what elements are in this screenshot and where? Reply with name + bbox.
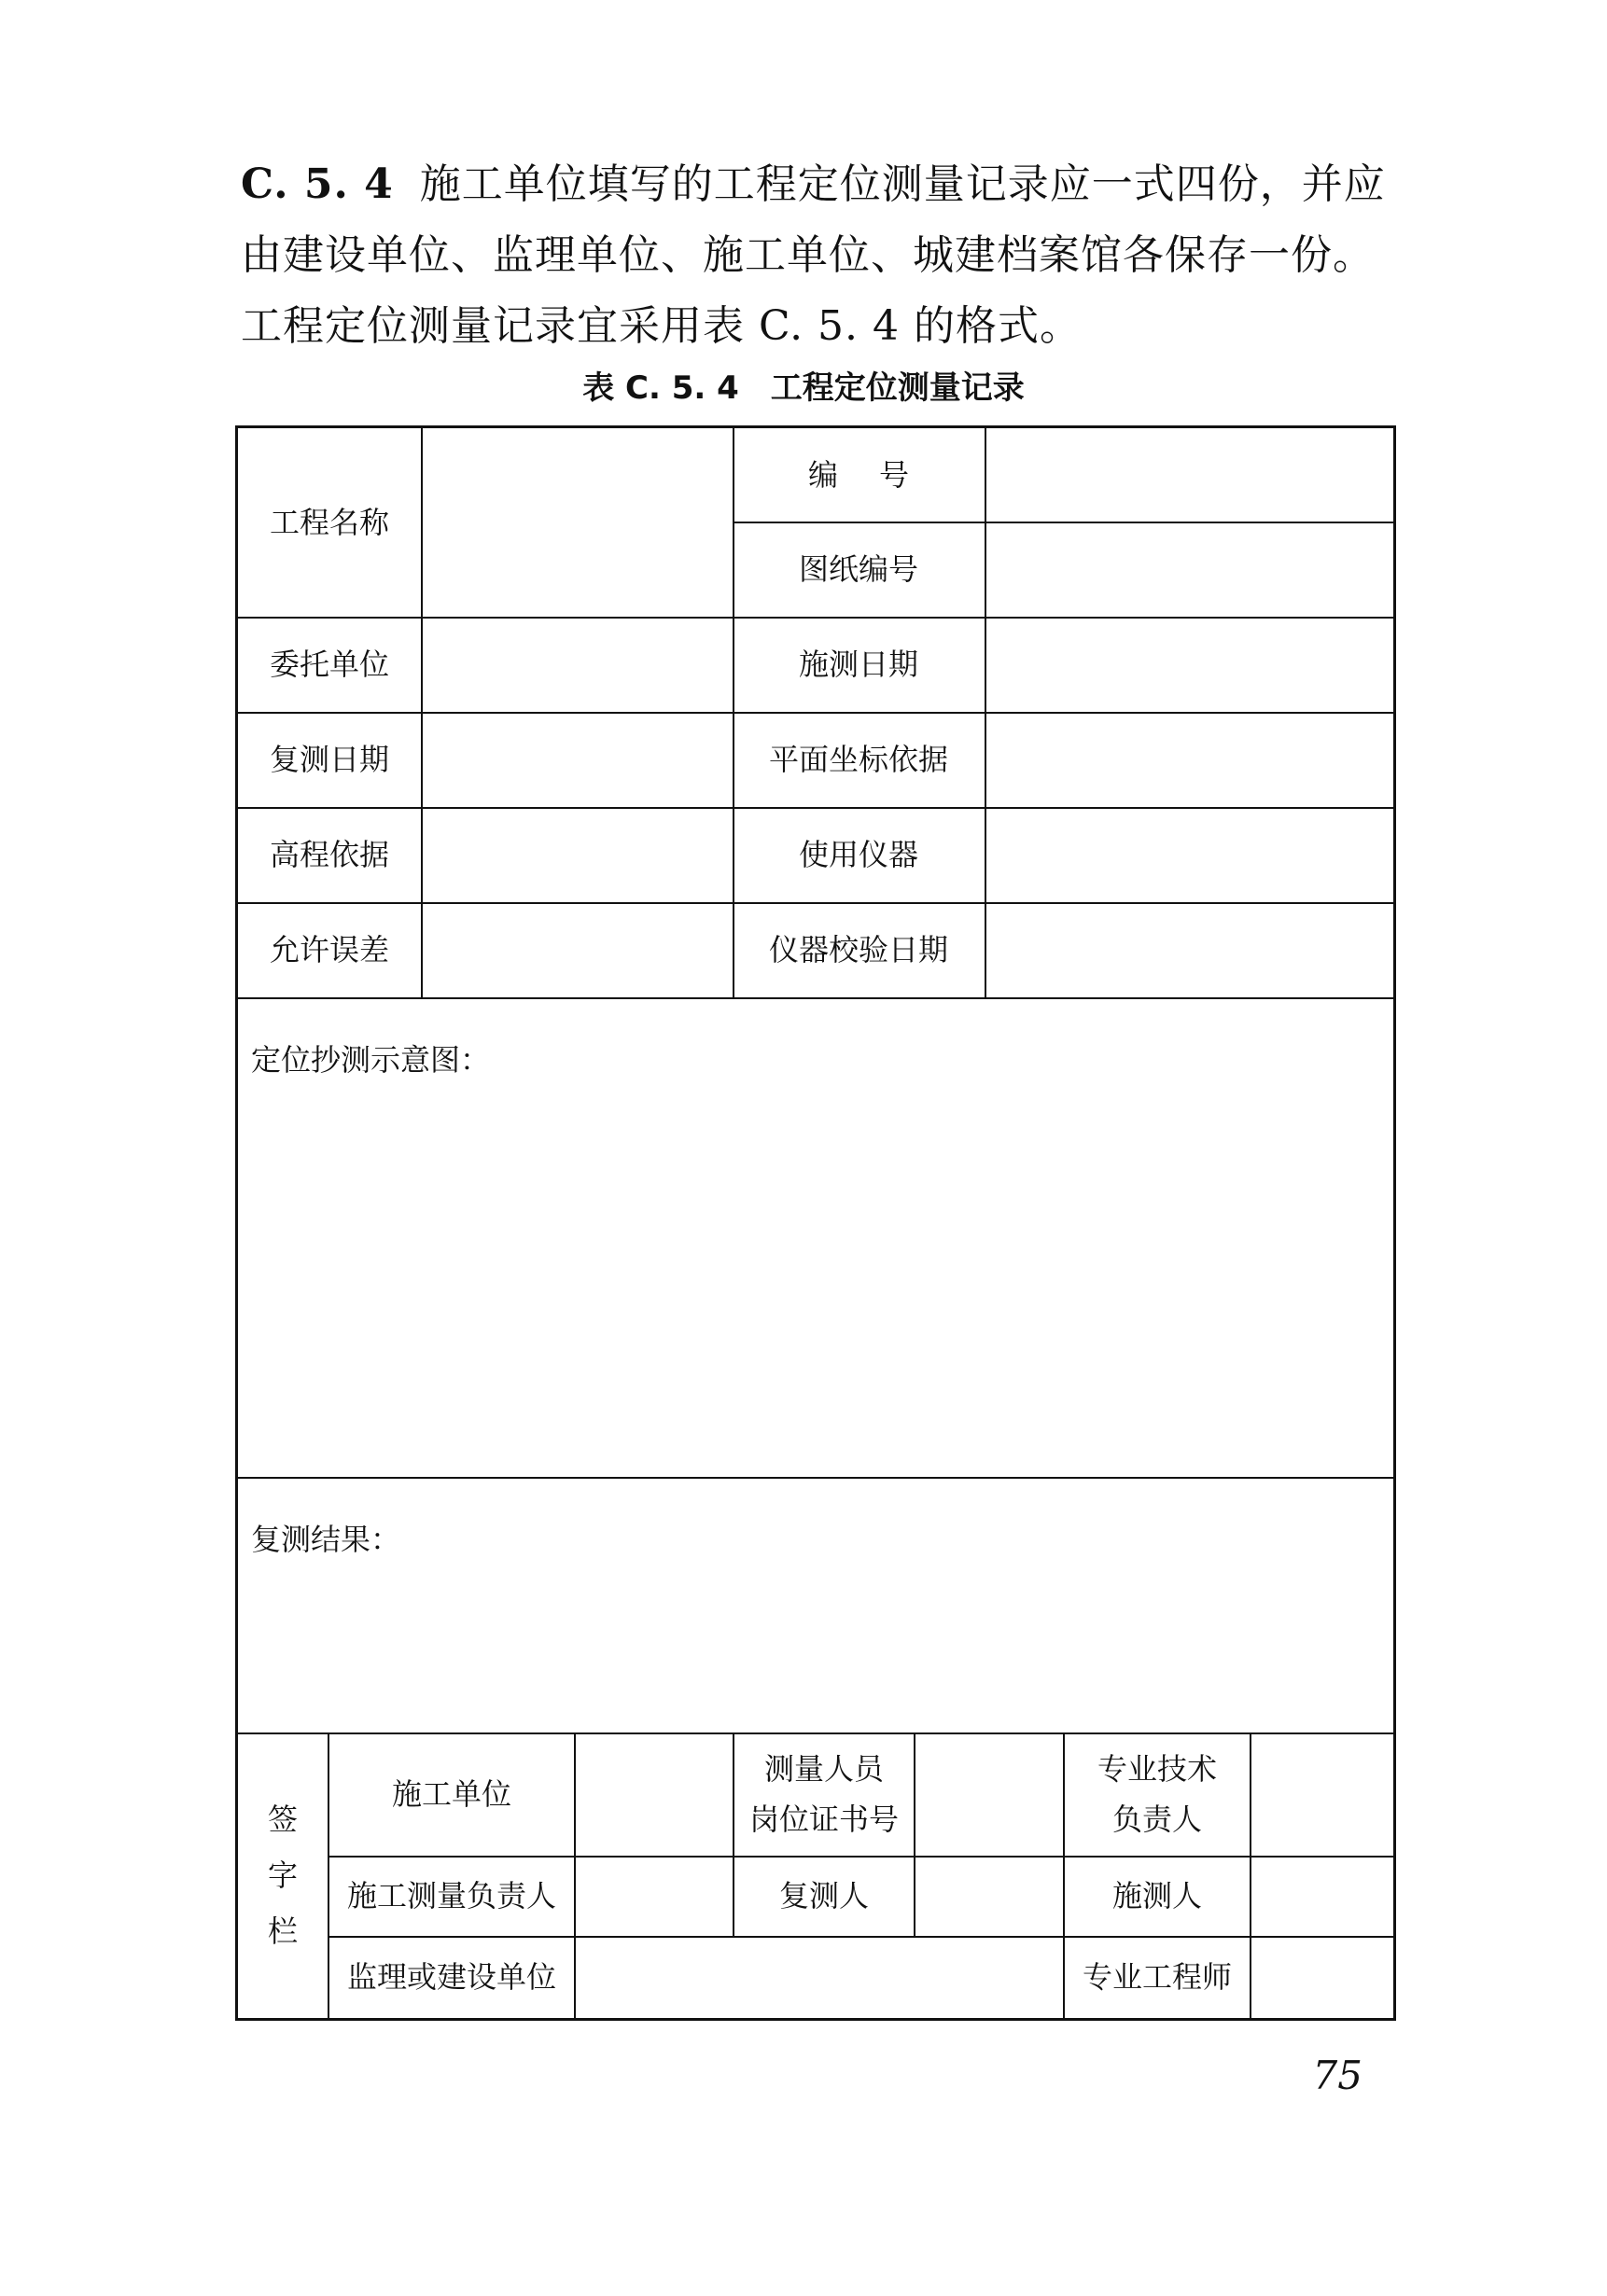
label-tech-lead bbox=[1065, 1732, 1250, 1856]
label-rechecker: 复测人 bbox=[778, 1878, 869, 1913]
sign-rechecker[interactable] bbox=[915, 1858, 1063, 1936]
value-drawing-no[interactable] bbox=[986, 523, 1393, 617]
label-positioning-sketch: 定位抄测示意图： bbox=[251, 1042, 491, 1078]
table-number: 表 C. 5. 4 bbox=[582, 369, 739, 407]
value-instrument[interactable] bbox=[986, 809, 1393, 902]
sketch-area[interactable] bbox=[238, 1081, 1393, 1473]
sign-surveyor[interactable] bbox=[1251, 1858, 1393, 1936]
sig-char-2: 字 bbox=[267, 1858, 298, 1893]
grid-line bbox=[238, 1477, 1393, 1479]
intro-paragraph bbox=[241, 149, 1398, 362]
survey-record-form bbox=[235, 425, 1396, 2021]
sign-surveyor-cert[interactable] bbox=[915, 1732, 1063, 1856]
intro-text: 施工单位填写的工程定位测量记录应一式四份，并应由建设单位、监理单位、施工单位、城建档案馆各保存一份。工程定位测量记录宜采用表 C. 5. 4 的格式。 bbox=[241, 160, 1386, 350]
sig-char-3: 栏 bbox=[267, 1913, 298, 1949]
label-recheck-result: 复测结果： bbox=[251, 1522, 401, 1557]
sign-supervision-unit[interactable] bbox=[576, 1938, 1063, 2018]
table-title: 工程定位测量记录 bbox=[770, 369, 1025, 407]
sign-survey-lead[interactable] bbox=[576, 1858, 733, 1936]
section-number: C. 5. 4 bbox=[241, 160, 394, 208]
label-project-name: 工程名称 bbox=[269, 505, 389, 540]
value-serial-no[interactable] bbox=[986, 428, 1393, 522]
value-survey-date[interactable] bbox=[986, 619, 1393, 712]
label-supervision-unit: 监理或建设单位 bbox=[346, 1959, 556, 1995]
tech-lead-line1: 专业技术 bbox=[1097, 1751, 1217, 1787]
label-surveyor-cert bbox=[734, 1732, 914, 1856]
table-caption bbox=[0, 362, 1607, 408]
label-instrument: 使用仪器 bbox=[798, 837, 918, 872]
sign-engineer[interactable] bbox=[1251, 1938, 1393, 2018]
label-recheck-date: 复测日期 bbox=[269, 742, 389, 777]
value-project-name[interactable] bbox=[423, 428, 733, 617]
value-elevation-basis[interactable] bbox=[423, 809, 733, 902]
grid-line bbox=[238, 997, 1393, 999]
signature-column-title bbox=[238, 1732, 328, 2018]
page-number: 75 bbox=[1312, 2052, 1362, 2098]
value-plane-coord-basis[interactable] bbox=[986, 714, 1393, 807]
value-recheck-date[interactable] bbox=[423, 714, 733, 807]
value-client-unit[interactable] bbox=[423, 619, 733, 712]
label-surveyor: 施测人 bbox=[1111, 1878, 1202, 1913]
label-plane-coord-basis: 平面坐标依据 bbox=[768, 742, 948, 777]
tech-lead-line2: 负责人 bbox=[1111, 1802, 1202, 1837]
sign-tech-lead[interactable] bbox=[1251, 1732, 1393, 1856]
label-tolerance: 允许误差 bbox=[269, 932, 389, 967]
value-calibration-date[interactable] bbox=[986, 904, 1393, 997]
surveyor-cert-line1: 测量人员 bbox=[763, 1751, 884, 1787]
surveyor-cert-line2: 岗位证书号 bbox=[748, 1802, 899, 1837]
label-elevation-basis: 高程依据 bbox=[269, 837, 389, 872]
label-client-unit: 委托单位 bbox=[269, 647, 389, 682]
sig-char-1: 签 bbox=[267, 1802, 298, 1837]
label-survey-date: 施测日期 bbox=[798, 647, 918, 682]
value-tolerance[interactable] bbox=[423, 904, 733, 997]
label-construction-unit: 施工单位 bbox=[391, 1776, 511, 1812]
label-survey-lead: 施工测量负责人 bbox=[346, 1878, 556, 1913]
label-drawing-no: 图纸编号 bbox=[798, 551, 918, 587]
label-engineer: 专业工程师 bbox=[1082, 1959, 1232, 1995]
label-calibration-date: 仪器校验日期 bbox=[768, 932, 948, 967]
recheck-result-area[interactable] bbox=[238, 1561, 1393, 1729]
sign-construction-unit[interactable] bbox=[576, 1732, 733, 1856]
label-serial-no: 编号 bbox=[807, 457, 950, 493]
